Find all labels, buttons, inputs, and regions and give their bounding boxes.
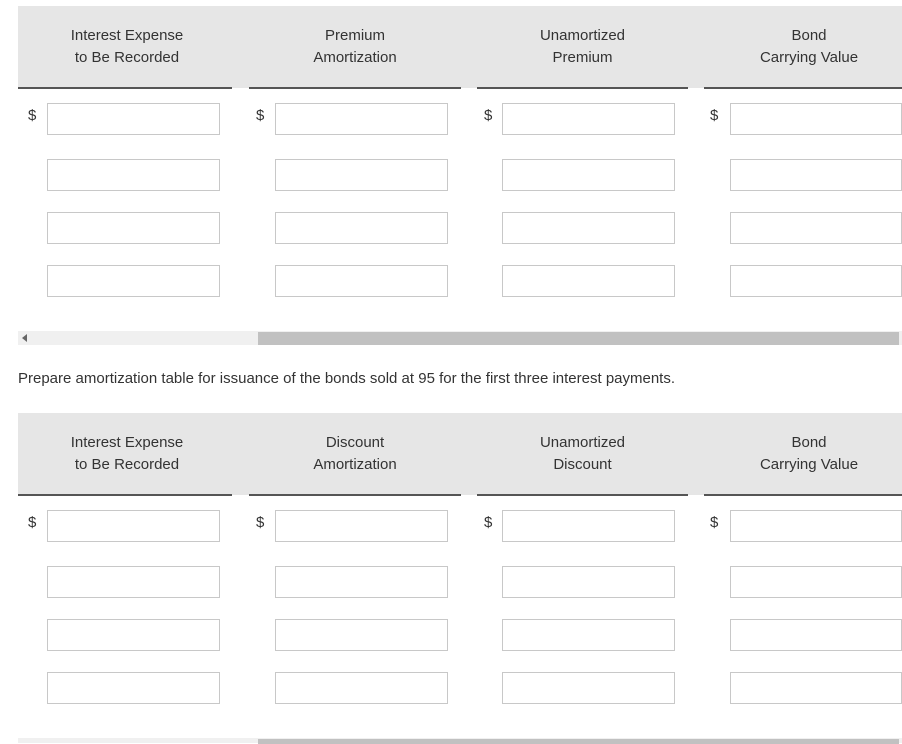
currency-symbol: $ (256, 514, 265, 531)
premium-amortization-input[interactable] (275, 103, 448, 135)
column-header-bond-carrying-value: Bond Carrying Value (759, 434, 859, 473)
discount-amortization-input[interactable] (275, 619, 448, 651)
instruction-text: Prepare amortization table for issuance of the bonds sold at 95 for the first three interest payments. (18, 370, 676, 387)
premium-amortization-input[interactable] (275, 212, 448, 244)
column-header-discount-amortization: Discount Amortization (313, 434, 397, 473)
bond-carrying-value-input[interactable] (730, 672, 902, 704)
interest-expense-input[interactable] (47, 212, 220, 244)
bond-carrying-value-input[interactable] (730, 159, 902, 191)
bond-carrying-value-input[interactable] (730, 566, 902, 598)
currency-symbol: $ (484, 107, 493, 124)
header-underline (18, 87, 232, 89)
column-header-bond-carrying-value: Bond Carrying Value (759, 27, 859, 66)
bond-carrying-value-input[interactable] (730, 510, 902, 542)
discount-amortization-input[interactable] (275, 672, 448, 704)
currency-symbol: $ (484, 514, 493, 531)
unamortized-discount-input[interactable] (502, 672, 675, 704)
header-underline (704, 87, 902, 89)
column-header-interest-expense: Interest Expense to Be Recorded (70, 27, 184, 66)
header-underline (704, 494, 902, 496)
interest-expense-input[interactable] (47, 103, 220, 135)
scrollbar-thumb[interactable] (258, 332, 899, 345)
bond-carrying-value-input[interactable] (730, 212, 902, 244)
column-header-unamortized-premium: Unamortized Premium (539, 27, 626, 66)
header-underline (249, 494, 461, 496)
unamortized-premium-input[interactable] (502, 103, 675, 135)
horizontal-scrollbar[interactable] (18, 738, 902, 743)
unamortized-discount-input[interactable] (502, 510, 675, 542)
discount-amortization-input[interactable] (275, 510, 448, 542)
bond-carrying-value-input[interactable] (730, 619, 902, 651)
bond-carrying-value-input[interactable] (730, 265, 902, 297)
interest-expense-input[interactable] (47, 619, 220, 651)
premium-amortization-input[interactable] (275, 159, 448, 191)
header-underline (477, 494, 688, 496)
column-header-interest-expense: Interest Expense to Be Recorded (70, 434, 184, 473)
header-underline (249, 87, 461, 89)
unamortized-discount-input[interactable] (502, 566, 675, 598)
unamortized-premium-input[interactable] (502, 159, 675, 191)
interest-expense-input[interactable] (47, 672, 220, 704)
horizontal-scrollbar[interactable] (18, 331, 902, 345)
currency-symbol: $ (256, 107, 265, 124)
unamortized-premium-input[interactable] (502, 212, 675, 244)
interest-expense-input[interactable] (47, 510, 220, 542)
premium-amortization-table (18, 6, 902, 306)
discount-amortization-input[interactable] (275, 566, 448, 598)
unamortized-discount-input[interactable] (502, 619, 675, 651)
currency-symbol: $ (28, 514, 37, 531)
column-header-premium-amortization: Premium Amortization (313, 27, 397, 66)
currency-symbol: $ (710, 107, 719, 124)
header-underline (477, 87, 688, 89)
header-underline (18, 494, 232, 496)
bond-carrying-value-input[interactable] (730, 103, 902, 135)
column-header-unamortized-discount: Unamortized Discount (539, 434, 626, 473)
currency-symbol: $ (710, 514, 719, 531)
scrollbar-thumb[interactable] (258, 739, 899, 744)
premium-amortization-input[interactable] (275, 265, 448, 297)
discount-amortization-table (18, 413, 902, 713)
scroll-left-arrow-icon[interactable] (22, 334, 27, 342)
currency-symbol: $ (28, 107, 37, 124)
interest-expense-input[interactable] (47, 566, 220, 598)
unamortized-premium-input[interactable] (502, 265, 675, 297)
interest-expense-input[interactable] (47, 159, 220, 191)
interest-expense-input[interactable] (47, 265, 220, 297)
